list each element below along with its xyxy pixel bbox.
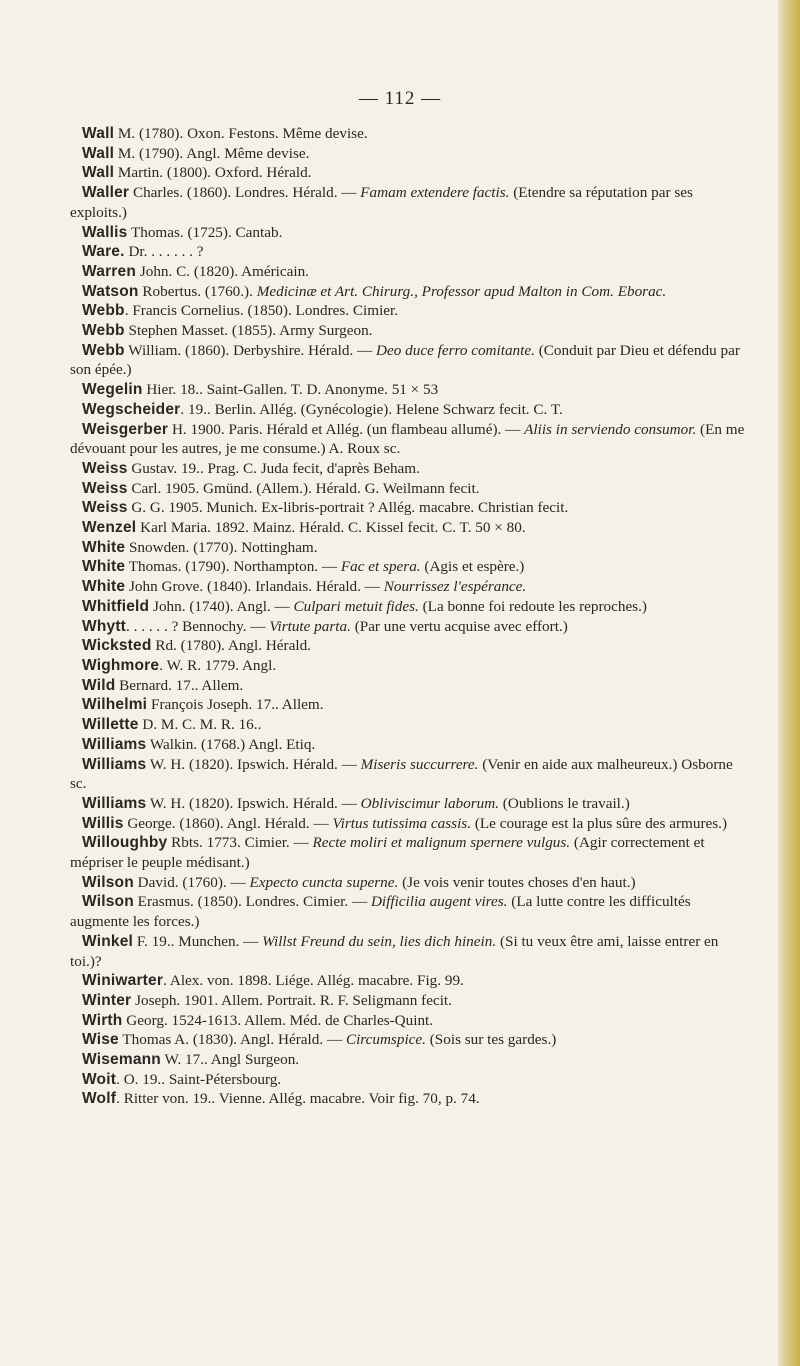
entry-name: Willette (82, 716, 139, 734)
entry-name: Williams (82, 794, 147, 812)
entry (70, 971, 750, 991)
entry-name: White (82, 558, 126, 576)
entry (70, 735, 750, 755)
entry-translation: (Je vois venir toutes choses d'en haut.) (398, 873, 636, 891)
entry (70, 144, 750, 164)
entry-translation: (Oublions le travail.) (499, 794, 630, 812)
entry-translation: (La bonne foi redoute les reproches.) (418, 597, 647, 615)
entry (70, 617, 750, 637)
entry (70, 636, 750, 656)
entry-details: Carl. 1905. Gmünd. (Allem.). Hérald. G. Weilmann fecit. (127, 479, 480, 497)
entry (70, 321, 750, 341)
entry-details: Erasmus. (1850). Londres. Cimier. — (133, 893, 371, 911)
entry (70, 420, 750, 459)
entry (70, 301, 750, 321)
entry (70, 932, 750, 971)
entry-name: Wallis (82, 223, 128, 241)
entry (70, 479, 750, 499)
entry-name: Webb (82, 322, 125, 340)
entry-translation: (En me dévouant pour les autres, je me consume.) A. Roux sc. (70, 420, 745, 458)
entry-translation: (Le courage est la plus sûre des armures.) (471, 814, 728, 832)
entry-translation: (Venir en aide aux malheureux.) Osborne sc. (70, 755, 733, 793)
entry-name: Webb (82, 302, 125, 320)
entry-motto: Aliis in serviendo consumor. (524, 420, 697, 438)
entry-motto: Willst Freund du sein, lies dich hinein. (262, 932, 497, 950)
entry-name: Wilson (82, 893, 134, 911)
entry-details: David. (1760). — (133, 873, 250, 891)
entry-name: Winiwarter (82, 972, 164, 990)
entry-details: . W. R. 1779. Angl. (159, 656, 277, 674)
entry (70, 282, 750, 302)
entry-name: Wicksted (82, 637, 152, 655)
entry-details: . 19.. Berlin. Allég. (Gynécologie). Helene Schwarz fecit. C. T. (180, 400, 563, 418)
entry-details: M. (1790). Angl. Même devise. (114, 144, 310, 162)
entry-details: Snowden. (1770). Nottingham. (125, 538, 318, 556)
entry-motto: Medicinæ et Art. Chirurg., Professor apud Malton in Com. Eborac. (256, 282, 667, 300)
entry-name: Wall (82, 164, 115, 182)
entry (70, 183, 750, 222)
entry-translation: (La lutte contre les difficultés augmente les forces.) (70, 893, 691, 931)
entry-motto: Miseris succurrere. (360, 755, 479, 773)
entry-motto: Fac et spera. (340, 558, 421, 576)
entry-details: . O. 19.. Saint-Pétersbourg. (116, 1070, 282, 1088)
entry-details: Rbts. 1773. Cimier. — (167, 834, 313, 852)
entry-translation: (Agis et espère.) (420, 558, 525, 576)
entry-details: D. M. C. M. R. 16.. (138, 716, 262, 734)
entry-details: W. H. (1820). Ipswich. Hérald. — (146, 794, 361, 812)
entry-motto: Culpari metuit fides. (293, 597, 419, 615)
entry-name: Weiss (82, 479, 128, 497)
entry-details: Bernard. 17.. Allem. (115, 676, 244, 694)
entry-translation: (Conduit par Dieu et défendu par son épée.) (70, 341, 740, 379)
entry-details: Karl Maria. 1892. Mainz. Hérald. C. Kissel fecit. C. T. 50 × 80. (136, 519, 526, 537)
entry-name: Wild (82, 676, 116, 694)
entry-name: Wilson (82, 873, 134, 891)
entry-name: Wegelin (82, 381, 143, 399)
entry-name: White (82, 538, 126, 556)
entry-motto: Recte moliri et malignum spernere vulgus. (312, 834, 571, 852)
entry-details: H. 1900. Paris. Hérald et Allég. (un flambeau allumé). — (168, 420, 525, 438)
entry-name: Wighmore (82, 656, 160, 674)
entry-list (70, 124, 750, 1109)
entry (70, 459, 750, 479)
entry (70, 124, 750, 144)
entry-name: Woit (82, 1070, 117, 1088)
entry-details: Rd. (1780). Angl. Hérald. (151, 637, 311, 655)
entry-details: W. 17.. Angl Surgeon. (160, 1051, 300, 1069)
entry (70, 715, 750, 735)
entry-name: Wirth (82, 1011, 123, 1029)
entry-details: M. (1780). Oxon. Festons. Même devise. (114, 125, 368, 142)
entry (70, 656, 750, 676)
entry-name: Whitfield (82, 597, 150, 615)
entry-name: Weisgerber (82, 420, 169, 438)
entry-motto: Difficilia augent vires. (370, 893, 508, 911)
entry-motto: Nourrissez l'espérance. (383, 578, 527, 596)
entry-name: Whytt (82, 617, 127, 635)
entry-details: . . . . . . ? Bennochy. — (126, 617, 270, 635)
entry-name: Webb (82, 341, 125, 359)
entry (70, 755, 750, 794)
entry (70, 695, 750, 715)
entry (70, 262, 750, 282)
entry (70, 538, 750, 558)
entry (70, 163, 750, 183)
entry-name: Willoughby (82, 834, 168, 852)
entry-name: Ware. (82, 243, 125, 261)
entry-name: Weiss (82, 459, 128, 477)
entry (70, 873, 750, 893)
entry (70, 400, 750, 420)
entry-name: Williams (82, 735, 147, 753)
entry-motto: Deo duce ferro comitante. (376, 341, 535, 359)
entry-name: Wilhelmi (82, 696, 148, 714)
entry-details: Georg. 1524-1613. Allem. Méd. de Charles-Quint. (122, 1011, 434, 1029)
entry (70, 1011, 750, 1031)
entry (70, 223, 750, 243)
entry-name: Winter (82, 991, 132, 1009)
entry-details: Martin. (1800). Oxford. Hérald. (114, 164, 312, 182)
entry-name: Wall (82, 125, 115, 142)
entry-details: John Grove. (1840). Irlandais. Hérald. — (125, 578, 384, 596)
entry-details: Dr. . . . . . . ? (124, 243, 204, 261)
entry-motto: Expecto cuncta superne. (249, 873, 399, 891)
entry-details: Charles. (1860). Londres. Hérald. — (129, 184, 361, 202)
entry-details: George. (1860). Angl. Hérald. — (123, 814, 333, 832)
entry-name: Willis (82, 814, 124, 832)
entry-details: F. 19.. Munchen. — (133, 932, 263, 950)
entry-details: W. H. (1820). Ipswich. Hérald. — (146, 755, 361, 773)
entry (70, 597, 750, 617)
entry-details: . Francis Cornelius. (1850). Londres. Cimier. (124, 302, 399, 320)
entry-name: Wisemann (82, 1051, 161, 1069)
entry-details: . Ritter von. 19.. Vienne. Allég. macabre. Voir fig. 70, p. 74. (116, 1090, 480, 1108)
entry-translation: (Si tu veux être ami, laisse entrer en toi.)? (70, 932, 719, 970)
entry-details: Thomas. (1725). Cantab. (127, 223, 283, 241)
entry-name: Williams (82, 755, 147, 773)
entry-translation: (Sois sur tes gardes.) (425, 1031, 557, 1049)
entry (70, 833, 750, 872)
entry-details: . Alex. von. 1898. Liége. Allég. macabre. Fig. 99. (163, 972, 464, 990)
entry-name: Winkel (82, 932, 134, 950)
entry-details: Thomas A. (1830). Angl. Hérald. — (118, 1031, 346, 1049)
entry-name: Wall (82, 144, 115, 162)
entry (70, 814, 750, 834)
entry (70, 676, 750, 696)
entry-translation: (Etendre sa réputation par ses exploits.) (70, 184, 693, 221)
entry (70, 518, 750, 538)
entry-motto: Obliviscimur laborum. (360, 794, 499, 812)
entry (70, 498, 750, 518)
entry (70, 242, 750, 262)
entry (70, 1030, 750, 1050)
entry-name: Wolf (82, 1090, 117, 1108)
entry (70, 1050, 750, 1070)
entry-motto: Famam extendere factis. (360, 184, 510, 202)
entry (70, 892, 750, 931)
entry (70, 1089, 750, 1109)
entry-details: John. (1740). Angl. — (149, 597, 294, 615)
entry (70, 991, 750, 1011)
entry-name: Wise (82, 1031, 119, 1049)
entry-motto: Circumspice. (345, 1031, 426, 1049)
entry-motto: Virtus tutissima cassis. (332, 814, 472, 832)
entry (70, 794, 750, 814)
entry (70, 380, 750, 400)
entry-details: François Joseph. 17.. Allem. (147, 696, 324, 714)
entry-name: White (82, 578, 126, 596)
entry (70, 341, 750, 380)
entry-translation: (Par une vertu acquise avec effort.) (350, 617, 568, 635)
entry-motto: Virtute parta. (269, 617, 351, 635)
page-number: — 112 — (358, 88, 442, 109)
entry-name: Warren (82, 262, 137, 280)
entry-name: Watson (82, 282, 139, 300)
entry-name: Waller (82, 184, 130, 202)
entry-name: Wenzel (82, 519, 137, 537)
entry-details: G. G. 1905. Munich. Ex-libris-portrait ? Allég. macabre. Christian fecit. (127, 499, 569, 517)
entry (70, 557, 750, 577)
entry-translation: (Agir correctement et mépriser le peuple médisant.) (70, 834, 705, 872)
page-edge (778, 0, 800, 1366)
entry-details: Stephen Masset. (1855). Army Surgeon. (124, 322, 373, 340)
entry-details: Robertus. (1760.). (138, 282, 257, 300)
entry (70, 577, 750, 597)
entry-details: Joseph. 1901. Allem. Portrait. R. F. Seligmann fecit. (131, 991, 452, 1009)
entry-details: Thomas. (1790). Northampton. — (125, 558, 341, 576)
entry-details: Gustav. 19.. Prag. C. Juda fecit, d'après Beham. (127, 459, 420, 477)
entry-name: Wegscheider (82, 400, 181, 418)
entry (70, 1070, 750, 1090)
entry-details: William. (1860). Derbyshire. Hérald. — (124, 341, 377, 359)
entry-details: Walkin. (1768.) Angl. Etiq. (146, 735, 316, 753)
entry-details: John. C. (1820). Américain. (136, 262, 309, 280)
entry-name: Weiss (82, 499, 128, 517)
entry-details: Hier. 18.. Saint-Gallen. T. D. Anonyme. 51 × 53 (142, 381, 439, 399)
